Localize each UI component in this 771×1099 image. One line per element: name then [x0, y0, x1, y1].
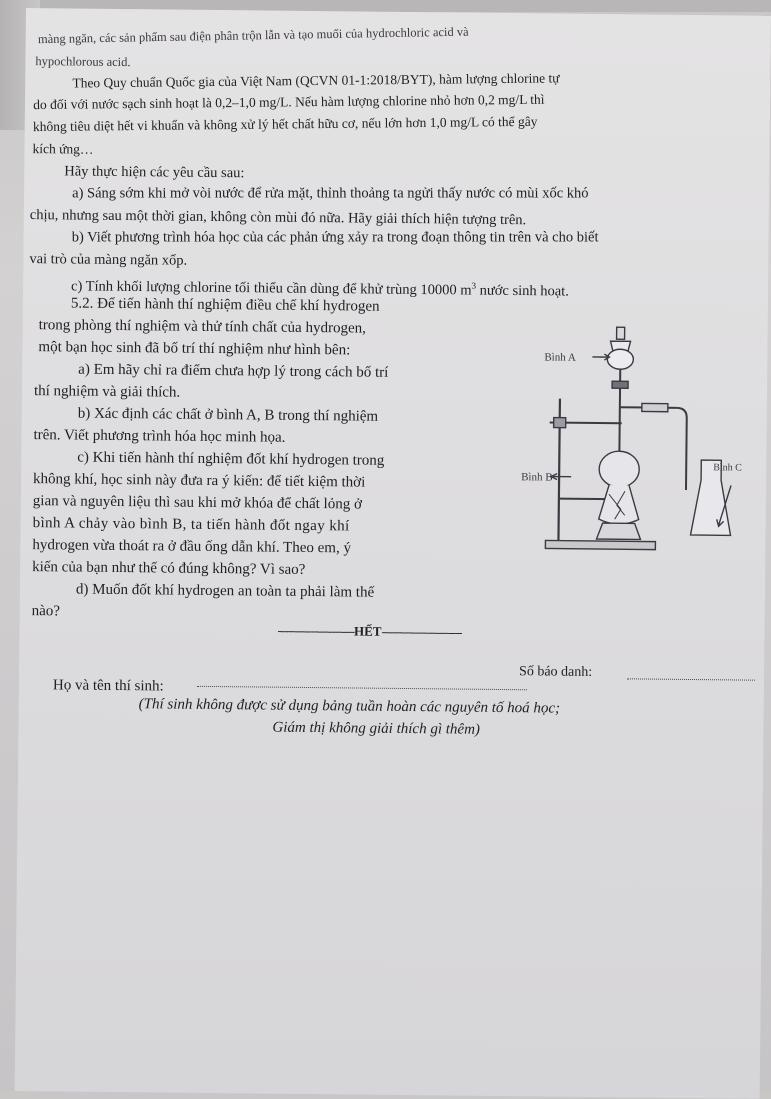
text-segment: c) Tính khối lượng chlorine tối thiểu cần dùng để khử trùng 10000 m: [71, 278, 472, 298]
candidate-name-label: Họ và tên thí sinh:: [53, 676, 164, 695]
end-marker: [277, 622, 461, 642]
stopcock: [612, 381, 628, 388]
stand-base: [545, 540, 655, 549]
flask-b-bottom: [599, 485, 639, 524]
funnel-bulb: [607, 349, 633, 369]
question-b: b) Viết phương trình hóa học của các phản ứng xảy ra trong đoạn thông tin trên và cho biết: [72, 228, 599, 246]
end-text: HẾT: [354, 623, 382, 638]
text-line: Hãy thực hiện các yêu cầu sau:: [64, 162, 244, 182]
candidate-number-label: Số báo danh:: [519, 663, 592, 682]
text-line: vai trò của màng ngăn xốp.: [29, 250, 187, 270]
question-5-2-b: b) Xác định các chất ở bình A, B trong thí nghiệm: [78, 405, 379, 426]
text-line: chịu, nhưng sau một thời gian, không còn mùi đó nữa. Hãy giải thích hiện tượng trên.: [30, 206, 527, 229]
flask-b: [599, 451, 639, 487]
text-line: gian và nguyên liệu thì sau khi mở khóa để chất lỏng ở: [33, 492, 362, 513]
clamp-arm: [559, 499, 611, 500]
tube-connector: [642, 403, 668, 411]
text-line: trong phòng thí nghiệm và thử tính chất của hydrogen,: [39, 316, 366, 337]
dash-left: -----------------------: [277, 623, 354, 639]
text-line: kích ứng…: [32, 140, 93, 159]
question-a: a) Sáng sớm khi mở vòi nước để rửa mặt, thỉnh thoảng ta ngửi thấy nước có mùi xốc khó: [72, 184, 588, 202]
question-5-2-c: c) Khi tiến hành thí nghiệm đốt khí hydrogen trong: [77, 449, 384, 470]
text-line: hydrogen vừa thoát ra ở đầu ống dẫn khí. Theo em, ý: [32, 536, 351, 557]
apparatus-figure: [490, 318, 752, 561]
funnel-stopper: [617, 327, 625, 339]
label-binh-c: Bình C: [713, 462, 742, 473]
note-line-2: Giám thị không giải thích gì thêm): [272, 719, 480, 739]
text-line: kiến của bạn như thế có đúng không? Vì sao?: [32, 558, 305, 579]
candidate-name-line: [197, 672, 527, 690]
note-line-1: (Thí sinh không được sử dụng bảng tuần hoàn các nguyên tố hoá học;: [139, 695, 561, 717]
superscript: 3: [472, 281, 477, 291]
text-line: Theo Quy chuẩn Quốc gia của Việt Nam (QCVN 01-1:2018/BYT), hàm lượng chlorine tự: [72, 69, 559, 92]
text-line: màng ngăn, các sản phẩm sau điện phân trộn lẫn và tạo muối của hydrochloric acid và: [38, 23, 469, 49]
text-line: nào?: [32, 602, 61, 620]
question-5-2-a: a) Em hãy chỉ ra điểm chưa hợp lý trong cách bố trí: [78, 361, 388, 382]
text-line: không tiêu diệt hết vi khuẩn và không xử lý hết chất hữu cơ, nếu lớn hơn 1,0 mg/L có thể gây: [33, 113, 538, 136]
text-line: trên. Viết phương trình hóa học minh họa.: [33, 426, 285, 447]
clamp: [554, 418, 566, 428]
burner: [596, 523, 640, 539]
candidate-number-line: [627, 666, 755, 680]
label-binh-a: Bình A: [544, 351, 576, 363]
question-5-2: 5.2. Để tiến hành thí nghiệm điều chế khí hydrogen: [71, 294, 380, 315]
exam-page: [15, 8, 771, 1099]
text-line: một bạn học sinh đã bố trí thí nghiệm như hình bên:: [38, 338, 350, 359]
text-line: do đối với nước sạch sinh hoạt là 0,2–1,0 mg/L. Nếu hàm lượng chlorine nhỏ hơn 0,2 mg/L thì: [33, 91, 545, 114]
question-5-2-d: d) Muốn đốt khí hydrogen an toàn ta phải làm thế: [76, 581, 374, 602]
text-line: hypochlorous acid.: [35, 52, 130, 71]
delivery-tube-bend: [676, 408, 687, 490]
label-binh-b: Bình B: [521, 471, 553, 483]
text-line: không khí, học sinh này đưa ra ý kiến: để tiết kiệm thời: [33, 470, 365, 491]
dash-right: ------------------------: [381, 624, 461, 640]
text-segment: nước sinh hoạt.: [476, 283, 569, 300]
text-line: bình A chảy vào bình B, ta tiến hành đốt ngay khí: [33, 514, 350, 535]
text-line: thí nghiệm và giải thích.: [34, 382, 180, 402]
